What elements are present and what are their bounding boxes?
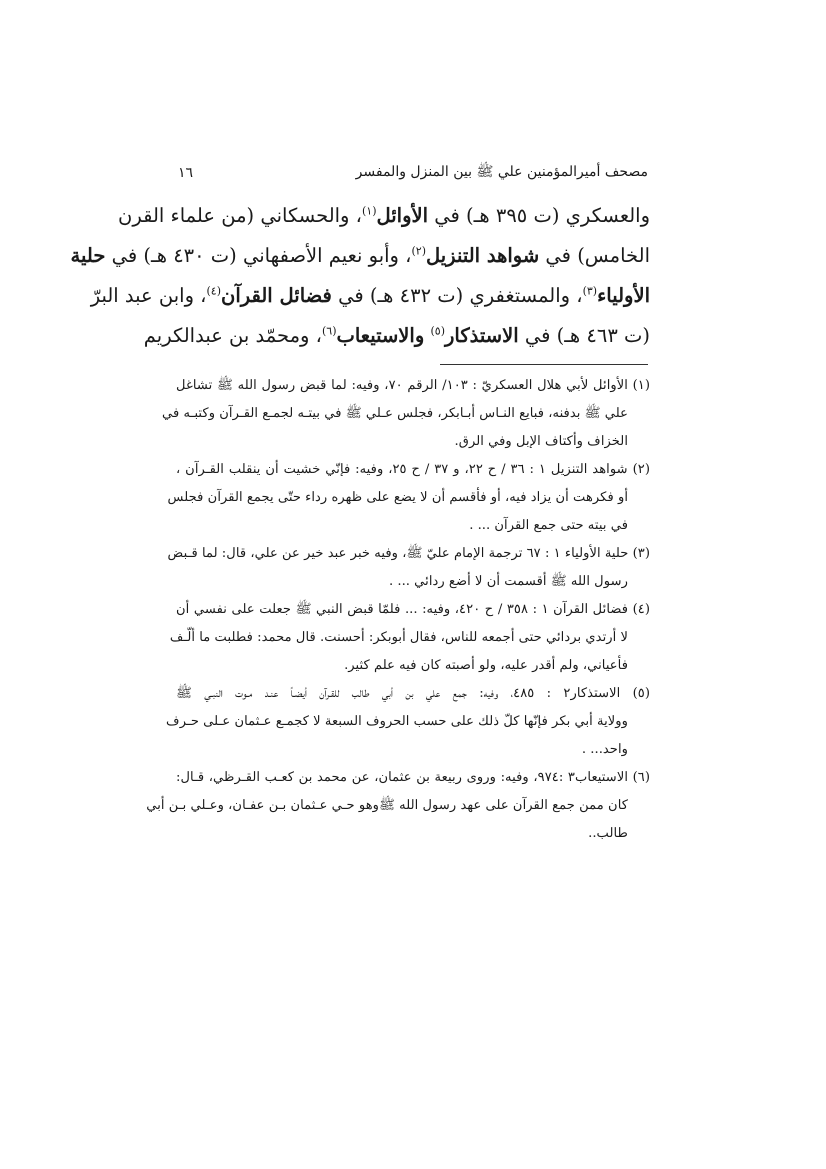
main-text-line-2: [70, 236, 650, 276]
footnote-line: طالب..: [588, 826, 628, 841]
footnote-ref[interactable]: (٢): [411, 244, 426, 258]
page-header: [178, 160, 648, 186]
footnote-ref[interactable]: (١): [361, 204, 377, 218]
text-run: (ت ٤٦٣ هـ) في: [518, 324, 650, 347]
footnote-line: رسول الله ﷺ أقسمت أن لا أضع ردائي ... .: [389, 574, 628, 589]
footnote-5: [166, 680, 650, 764]
footnote-2: [167, 456, 650, 540]
footnote-ref[interactable]: (٤): [206, 284, 221, 298]
footnote-line: واحد... .: [581, 742, 628, 757]
footnote-line: الخزاف وأكتاف الإبل وفي الرق.: [454, 434, 628, 449]
footnote-line: (٢) شواهد التنزيل ١ : ٣٦ / ح ٢٢، و ٣٧ / ح ٢٥، وفيه: فإنّي خشيت أن ينقلب القـرآن ،: [176, 462, 650, 477]
footnote-line: في بيته حتى جمع القرآن ... .: [469, 518, 628, 533]
footnote-line: (٣) حلية الأولياء ١ : ٦٧ ترجمة الإمام عليّ ﷺ، وفيه خبر عبد خير عن علي، قال: لما قـبض: [167, 546, 650, 561]
main-text-line-3: [90, 276, 650, 316]
text-run: ، وأبو نعيم الأصفهاني (ت ٤٣٠ هـ) في: [105, 244, 412, 267]
footnote-line: لا أرتدي بردائي حتى أجمعه للناس، فقال أبوبكر: أحسنت. قال محمد: فطلبت ما ألّـف: [169, 630, 628, 645]
footnote-3: [167, 540, 650, 596]
text-run: والعسكري (ت ٣٩٥ هـ) في: [428, 204, 650, 227]
text-run: الخامس) في: [539, 244, 650, 267]
footnotes: [146, 372, 651, 848]
footnote-line: فأعياني، ولم أقدر عليه، ولو أصبته كان فيه علم كثير.: [344, 658, 628, 673]
main-text: [70, 196, 650, 356]
footnote-line: كان ممن جمع القرآن على عهد رسول الله ﷺوهو حـي عـثمان بـن عفـان، وعـلي بـن أبي: [146, 798, 628, 813]
book-title: والاستيعاب: [336, 324, 425, 347]
text-run: ، والحسكاني (من علماء القرن: [118, 204, 362, 227]
footnote-line: علي ﷺ بدفنه، فبايع النـاس أبـابكر، فجلس عـلي ﷺ في بيتـه لجمـع القـرآن وكتبـه في: [162, 406, 628, 421]
footnote-4: [169, 596, 651, 680]
footnote-1: [162, 372, 650, 456]
book-title: الأوائل: [376, 204, 429, 227]
footnote-line: (٥) الاستذكار٢ : ٤٨٥، وفيه: جمع علي بن أبي طالب للقـرآن أيضـاً عنـد مـوت النبـي ﷺ: [176, 686, 650, 701]
footnote-ref[interactable]: (٥): [430, 324, 445, 338]
book-title: حلية: [70, 244, 106, 267]
text-run: ، والمستغفري (ت ٤٣٢ هـ) في: [331, 284, 583, 307]
text-run: ، وابن عبد البرّ: [90, 284, 207, 307]
book-title: شواهد التنزيل: [425, 244, 540, 267]
footnote-ref[interactable]: (٦): [321, 324, 337, 338]
footnote-line: أو فكرهت أن يزاد فيه، أو فأقسم أن لا يضع على ظهره رداء حتّى يجمع القرآن فجلس: [167, 490, 628, 505]
footnote-6: [146, 764, 650, 848]
text-run: ، ومحمّد بن عبدالكريم: [143, 324, 322, 347]
book-title: الاستذكار: [444, 324, 519, 347]
footnote-ref[interactable]: (٣): [582, 284, 598, 298]
footnote-separator: [440, 364, 648, 365]
footnote-line: وولاية أبي بكر فإنّها كلّ ذلك على حسب الحروف السبعة لا كجمـع عـثمان عـلى حـرف: [166, 714, 628, 729]
page-number: ١٦: [178, 165, 194, 181]
footnote-line: (٤) فضائل القرآن ١ : ٣٥٨ / ح ٤٢٠، وفيه: ... فلمّا قبض النبي ﷺ جعلت على نفسي أن: [176, 602, 651, 617]
main-text-line-1: [118, 196, 650, 236]
book-title: الأولياء: [597, 284, 650, 307]
footnote-line: (١) الأوائل لأبي هلال العسكريّ : ١٠٣/ الرقم ٧٠، وفيه: لما قبض رسول الله ﷺ تشاغل: [176, 378, 650, 393]
main-text-line-4: [143, 316, 650, 356]
footnote-line: (٦) الاستيعاب٣ :٩٧٤، وفيه: وروى ربيعة بن عثمان، عن محمد بن كعـب القـرظي، قـال:: [176, 770, 650, 785]
book-title: فضائل القرآن: [221, 284, 332, 307]
running-title: مصحف أميرالمؤمنين علي ﷺ بين المنزل والمفسر: [355, 164, 648, 180]
